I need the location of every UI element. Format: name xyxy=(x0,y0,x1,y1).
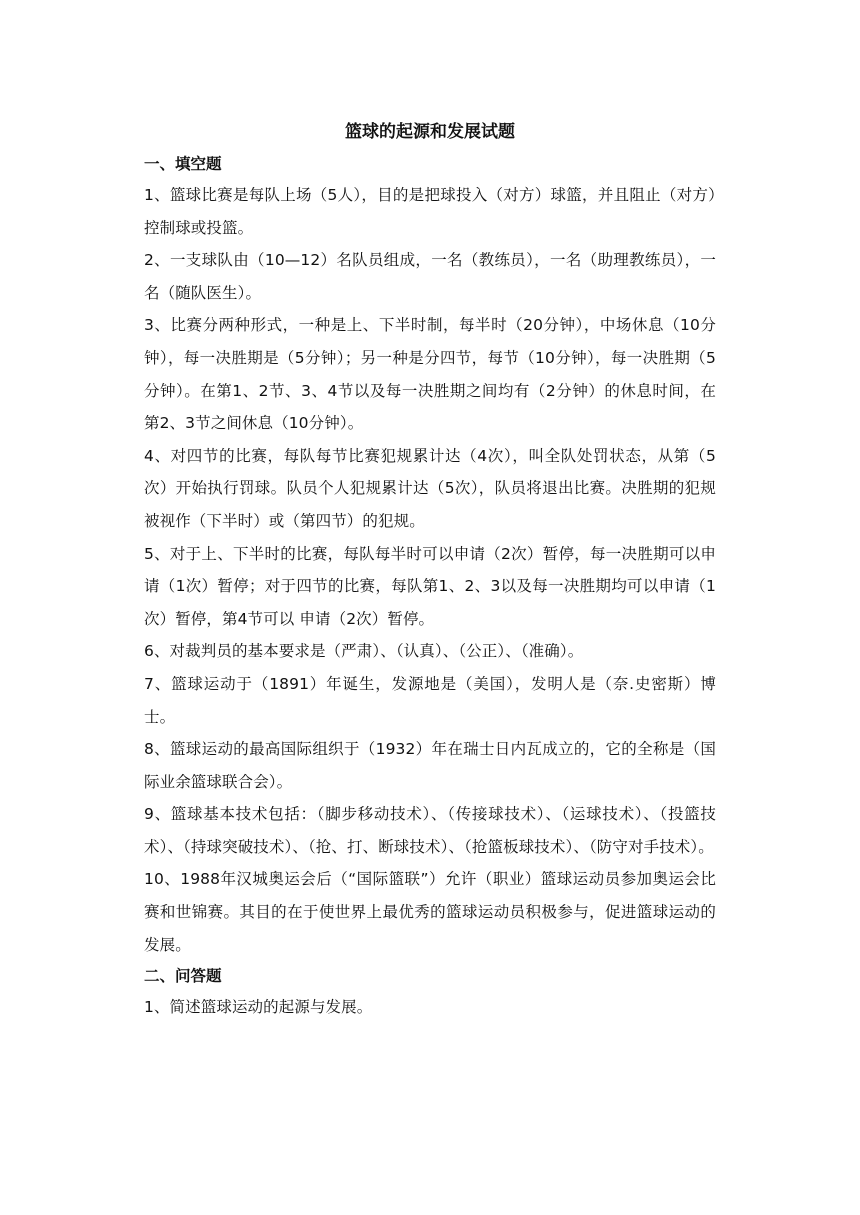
question-item: 5、对于上、下半时的比赛，每队每半时可以申请（2次）暂停，每一决胜期可以申请（1次）暂停；对于四节的比赛，每队第1、2、3以及每一决胜期均可以申请（1次）暂停，第4节可以 申请（2次）暂停。 xyxy=(144,544,716,628)
question-item: 3、比赛分两种形式，一种是上、下半时制，每半时（20分钟），中场休息（10分钟），每一决胜期是（5分钟）；另一种是分四节，每节（10分钟），每一决胜期（5分钟）。在第1、2节、3、4节以及每一决胜期之间均有（2分钟）的休息时间，在第2、3节之间休息（10分钟）。 xyxy=(144,316,716,433)
document-page xyxy=(144,117,716,1024)
document-title: 篮球的起源和发展试题 xyxy=(345,122,515,142)
section-heading-qa: 二、问答题 xyxy=(144,967,222,986)
question-item: 1、篮球比赛是每队上场（5人），目的是把球投入（对方）球篮，并且阻止（对方）控制球或投篮。 xyxy=(144,186,716,237)
question-item: 10、1988年汉城奥运会后（“国际篮联”）允许（职业）篮球运动员参加奥运会比赛和世锦赛。其目的在于使世界上最优秀的篮球运动员积极参与，促进篮球运动的发展。 xyxy=(144,870,716,954)
question-item: 2、一支球队由（10—12）名队员组成，一名（教练员），一名（助理教练员），一名（随队医生）。 xyxy=(144,251,716,302)
question-item: 7、篮球运动于（1891）年诞生，发源地是（美国），发明人是（奈.史密斯）博士。 xyxy=(144,674,716,726)
question-item: 9、篮球基本技术包括：（脚步移动技术）、（传接球技术）、（运球技术）、（投篮技术）、（持球突破技术）、（抢、打、断球技术）、（抢篮板球技术）、（防守对手技术）。 xyxy=(144,805,716,856)
question-item: 6、对裁判员的基本要求是（严肃）、（认真）、（公正）、（准确）。 xyxy=(144,642,584,661)
question-item: 8、篮球运动的最高国际组织于（1932）年在瑞士日内瓦成立的，它的全称是（国际业余篮球联合会）。 xyxy=(144,740,716,791)
question-item: 1、简述篮球运动的起源与发展。 xyxy=(144,998,373,1017)
section-heading-fill-in: 一、填空题 xyxy=(144,155,222,173)
question-item: 4、对四节的比赛，每队每节比赛犯规累计达（4次），叫全队处罚状态，从第（5次）开始执行罚球。队员个人犯规累计达（5次），队员将退出比赛。决胜期的犯规被视作（下半时）或（第四节）的犯规。 xyxy=(144,446,716,530)
